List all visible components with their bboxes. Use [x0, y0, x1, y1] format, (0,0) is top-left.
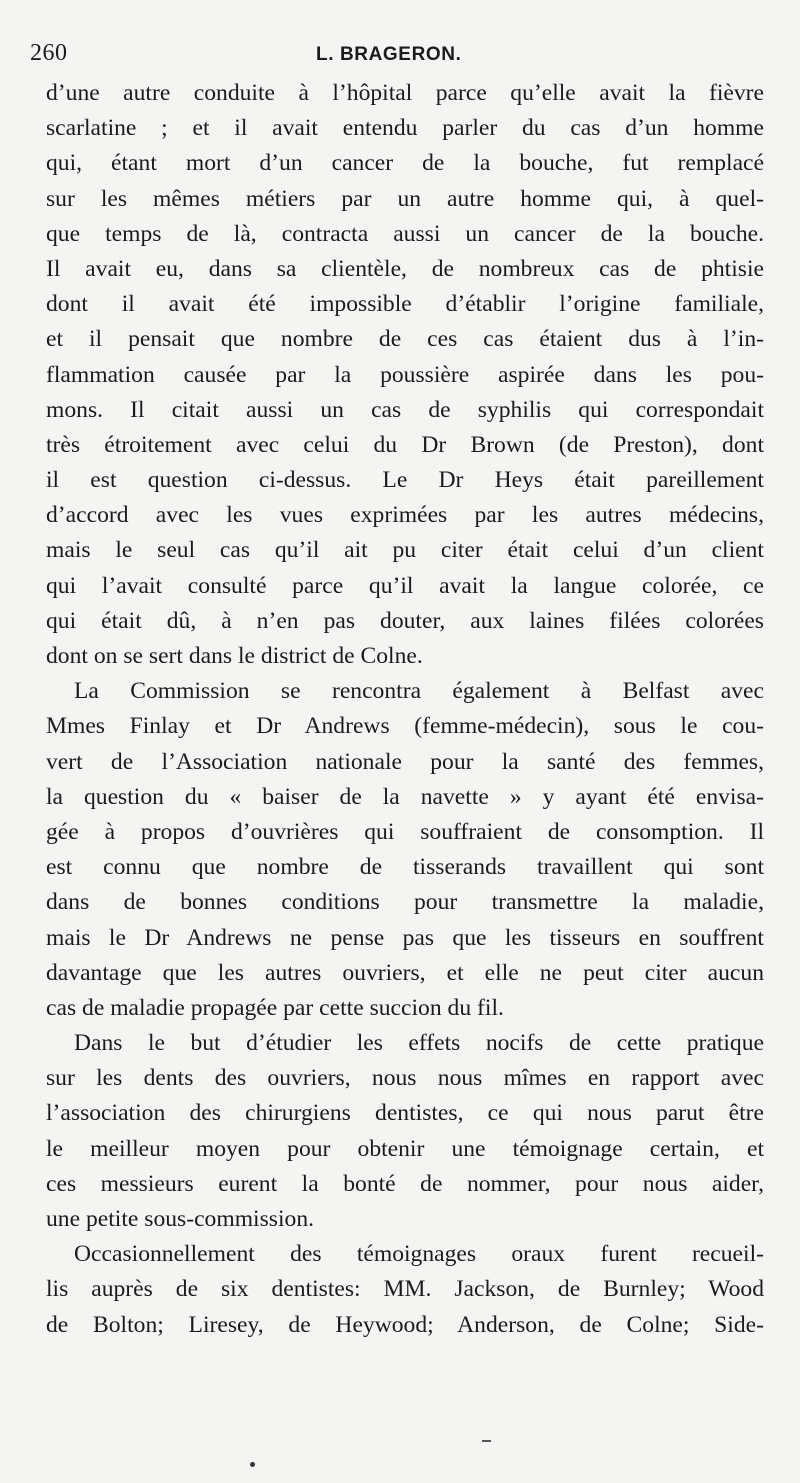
- text-line: gée à propos d’ouvrières qui souffraient de consomption. Il: [46, 818, 764, 845]
- text-line: dont il avait été impossible d’établir l’origine familiale,: [46, 291, 764, 318]
- body-text: [46, 76, 764, 1343]
- text-line: une petite sous-commission.: [46, 1206, 315, 1232]
- text-line: très étroitement avec celui du Dr Brown (de Preston), dont: [46, 431, 764, 458]
- text-line: mais le Dr Andrews ne pense pas que les tisseurs en souffrent: [46, 924, 764, 951]
- text-line: Occasionnellement des témoignages oraux furent recueil-: [74, 1241, 764, 1268]
- text-line: Mmes Finlay et Dr Andrews (femme-médecin), sous le cou-: [46, 713, 764, 740]
- text-line: est connu que nombre de tisserands travaillent qui sont: [46, 854, 764, 881]
- text-line: qui, étant mort d’un cancer de la bouche, fut remplacé: [46, 150, 764, 177]
- running-head: L. BRAGERON.: [316, 44, 462, 65]
- text-line: l’association des chirurgiens dentistes, ce qui nous parut être: [46, 1100, 764, 1127]
- page-header: [28, 38, 772, 72]
- text-line: le meilleur moyen pour obtenir une témoignage certain, et: [46, 1135, 764, 1162]
- text-line: mons. Il citait aussi un cas de syphilis qui correspondait: [46, 396, 764, 423]
- text-line: de Bolton; Liresey, de Heywood; Anderson, de Colne; Side-: [46, 1311, 764, 1338]
- text-line: cas de maladie propagée par cette succion du fil.: [46, 994, 504, 1021]
- text-line: qui l’avait consulté parce qu’il avait la langue colorée, ce: [46, 572, 764, 599]
- text-line: qui était dû, à n’en pas douter, aux laines filées colorées: [46, 607, 764, 634]
- text-line: mais le seul cas qu’il ait pu citer était celui d’un client: [46, 537, 764, 564]
- text-line: flammation causée par la poussière aspirée dans les pou-: [46, 361, 764, 388]
- text-line: vert de l’Association nationale pour la santé des femmes,: [46, 748, 764, 775]
- text-line: La Commission se rencontra également à Belfast avec: [74, 678, 764, 705]
- text-line: sur les mêmes métiers par un autre homme qui, à quel-: [46, 185, 764, 212]
- text-line: dont on se sert dans le district de Colne.: [46, 643, 423, 669]
- text-line: la question du « baiser de la navette » y ayant été envisa-: [46, 783, 764, 810]
- print-dot: [250, 1462, 255, 1467]
- text-line: que temps de là, contracta aussi un cancer de la bouche.: [46, 220, 764, 247]
- text-line: d’une autre conduite à l’hôpital parce qu’elle avait la fièvre: [46, 80, 764, 106]
- text-line: dans de bonnes conditions pour transmettre la maladie,: [46, 889, 764, 916]
- text-line: sur les dents des ouvriers, nous nous mîmes en rapport avec: [46, 1065, 764, 1092]
- text-line: et il pensait que nombre de ces cas étaient dus à l’in-: [46, 326, 764, 353]
- text-line: ces messieurs eurent la bonté de nommer, pour nous aider,: [46, 1170, 764, 1197]
- text-line: scarlatine ; et il avait entendu parler du cas d’un homme: [46, 115, 764, 142]
- text-line: d’accord avec les vues exprimées par les autres médecins,: [46, 502, 764, 529]
- print-mark: [482, 1440, 491, 1442]
- text-line: Il avait eu, dans sa clientèle, de nombreux cas de phtisie: [46, 255, 764, 282]
- text-line: davantage que les autres ouvriers, et elle ne peut citer aucun: [46, 959, 764, 986]
- page-number: 260: [30, 40, 68, 66]
- text-line: Dans le but d’étudier les effets nocifs de cette pratique: [74, 1030, 764, 1057]
- text-line: lis auprès de six dentistes: MM. Jackson, de Burnley; Wood: [46, 1276, 764, 1303]
- text-line: il est question ci-dessus. Le Dr Heys était pareillement: [46, 467, 764, 494]
